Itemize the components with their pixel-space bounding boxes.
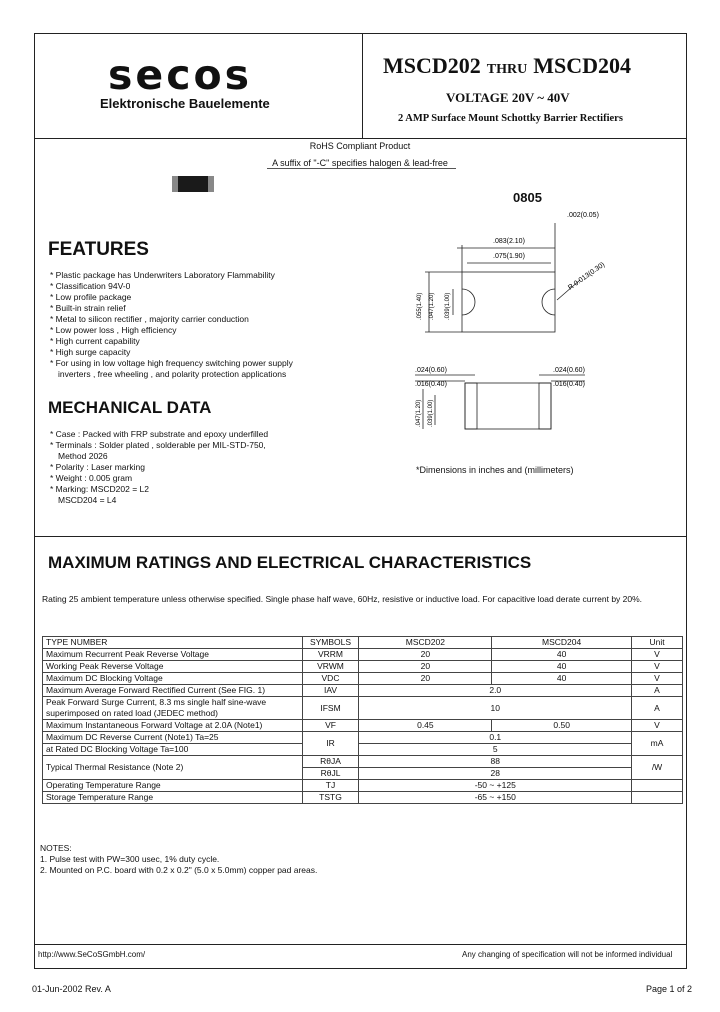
- table-cell: 10: [359, 697, 632, 720]
- note-1: 1. Pulse test with PW=300 usec, 1% duty cycle.: [40, 854, 220, 864]
- header-rule: [34, 138, 687, 139]
- footer-url[interactable]: http://www.SeCoSGmbH.com/: [38, 950, 146, 959]
- table-row: [43, 649, 683, 661]
- table-cell: Maximum Average Forward Rectified Current (See FIG. 1): [43, 685, 303, 697]
- left-notch: [462, 289, 475, 315]
- table-cell: VDC: [302, 673, 359, 685]
- table-row: [43, 661, 683, 673]
- table-cell: Maximum DC Blocking Voltage: [43, 673, 303, 685]
- table-cell: [43, 697, 303, 720]
- table-cell: A: [632, 697, 683, 720]
- table-row: [43, 685, 683, 697]
- features-heading: FEATURES: [48, 239, 149, 260]
- rohs-line-1: RoHS Compliant Product: [309, 141, 411, 151]
- dim-left-top: .024(0.60): [415, 367, 447, 374]
- footer-page: Page 1 of 2: [646, 984, 693, 994]
- table-cell: 20: [359, 661, 492, 673]
- table-row: [43, 732, 683, 744]
- table-cell: SYMBOLS: [302, 637, 359, 649]
- list-item: * Classification 94V-0: [50, 281, 360, 292]
- dim-left-bottom: .016(0.40): [415, 381, 447, 388]
- table-row: [43, 756, 683, 768]
- table-cell: -65 ~ +150: [359, 792, 632, 804]
- list-item: * High current capability: [50, 336, 360, 347]
- dim-right-bottom: .016(0.40): [553, 381, 585, 388]
- table-row: [43, 792, 683, 804]
- table-cell: 5: [359, 744, 632, 756]
- part-title: [383, 53, 631, 79]
- list-item: inverters , free wheeling , and polarity protection applications: [58, 369, 287, 379]
- list-item: * Marking: MSCD202 = L2: [50, 484, 360, 495]
- table-cell: Maximum DC Reverse Current (Note1) Ta=25: [43, 732, 303, 744]
- list-item: * For using in low voltage high frequency switching power supply: [50, 358, 360, 369]
- list-item: * High surge capacity: [50, 347, 360, 358]
- table-cell: VRWM: [302, 661, 359, 673]
- table-cell: mA: [632, 732, 683, 756]
- table-cell: RθJL: [302, 768, 359, 780]
- list-item: * Terminals : Solder plated , solderable per MIL-STD-750,: [50, 440, 360, 451]
- ratings-heading: MAXIMUM RATINGS AND ELECTRICAL CHARACTERISTICS: [48, 553, 532, 572]
- list-item: MSCD204 = L4: [58, 495, 117, 505]
- dim-inner-length: .075(1.90): [493, 253, 525, 260]
- table-cell: IFSM: [302, 697, 359, 720]
- list-item: * Case : Packed with FRP substrate and epoxy underfilled: [50, 429, 360, 440]
- rohs-underline: [267, 168, 456, 169]
- notes-block: [40, 843, 317, 876]
- table-cell: Maximum Instantaneous Forward Voltage at 2.0A (Note1): [43, 720, 303, 732]
- section-rule: [34, 536, 687, 537]
- table-cell: -50 ~ +125: [359, 780, 632, 792]
- table-cell: 0.45: [359, 720, 492, 732]
- ratings-intro: Rating 25 ambient temperature unless otherwise specified. Single phase half wave, 60Hz, resistive or inductive load. For capacitive load derate current by 20%.: [42, 594, 643, 604]
- part-from: MSCD202: [383, 53, 481, 78]
- table-row: [43, 780, 683, 792]
- table-cell: [632, 792, 683, 804]
- ratings-table: [42, 636, 683, 804]
- dim-height-outer: .055(1.40): [417, 292, 423, 320]
- note-2: 2. Mounted on P.C. board with 0.2 x 0.2" (5.0 x 5.0mm) copper pad areas.: [40, 865, 318, 875]
- dim-side-2: .039(1.00): [428, 399, 434, 427]
- table-cell: Typical Thermal Resistance (Note 2): [43, 756, 303, 780]
- table-cell: Operating Temperature Range: [43, 780, 303, 792]
- list-item: * Low profile package: [50, 292, 360, 303]
- voltage-range: VOLTAGE 20V ~ 40V: [446, 90, 570, 105]
- table-cell: IR: [302, 732, 359, 756]
- table-cell: 2.0: [359, 685, 632, 697]
- table-cell: V: [632, 649, 683, 661]
- header-divider: [362, 33, 363, 138]
- table-cell: VRRM: [302, 649, 359, 661]
- part-to: MSCD204: [533, 53, 632, 78]
- list-item: * Low power loss , High efficiency: [50, 325, 360, 336]
- list-item: * Built-in strain relief: [50, 303, 360, 314]
- table-cell: Maximum Recurrent Peak Reverse Voltage: [43, 649, 303, 661]
- dim-height-mid: .047(1.20): [429, 292, 435, 320]
- table-cell: TSTG: [302, 792, 359, 804]
- footer-date: 01-Jun-2002 Rev. A: [32, 984, 111, 994]
- table-cell: IAV: [302, 685, 359, 697]
- table-cell: /W: [632, 756, 683, 780]
- table-row: [43, 673, 683, 685]
- table-cell: Storage Temperature Range: [43, 792, 303, 804]
- table-cell: 40: [492, 673, 632, 685]
- dim-outer-length: .083(2.10): [493, 238, 525, 245]
- thru-label: THRU: [486, 62, 528, 77]
- table-cell: 0.1: [359, 732, 632, 744]
- dim-side-1: .047(1.20): [416, 399, 422, 427]
- row-label: superimposed on rated load (JEDEC method): [46, 708, 218, 718]
- table-cell: V: [632, 673, 683, 685]
- table-cell: 28: [359, 768, 632, 780]
- table-cell: MSCD202: [359, 637, 492, 649]
- table-cell: RθJA: [302, 756, 359, 768]
- chip-photo: [172, 176, 214, 192]
- table-cell: 20: [359, 673, 492, 685]
- table-row: [43, 697, 683, 720]
- features-list: [50, 270, 360, 380]
- company-subtitle: Elektronische Bauelemente: [100, 96, 270, 111]
- table-row: [43, 720, 683, 732]
- footer-disclaimer: Any changing of specification will not be informed individual: [462, 950, 673, 959]
- table-cell: TJ: [302, 780, 359, 792]
- table-cell: 40: [492, 649, 632, 661]
- dim-radius: R 0.013(0.30): [567, 261, 607, 292]
- package-outline-drawing: [405, 205, 635, 450]
- mechanical-heading: MECHANICAL DATA: [48, 398, 212, 417]
- row-label: Peak Forward Surge Current, 8.3 ms single half sine-wave: [46, 697, 267, 707]
- table-cell: 0.50: [492, 720, 632, 732]
- rohs-line-2: A suffix of "-C" specifies halogen & lead-free: [272, 158, 448, 168]
- dimensions-note: *Dimensions in inches and (millimeters): [416, 465, 574, 475]
- package-name: 0805: [513, 190, 542, 205]
- table-row: [43, 744, 683, 756]
- table-cell: 20: [359, 649, 492, 661]
- notes-title: NOTES:: [40, 843, 72, 853]
- table-cell: Unit: [632, 637, 683, 649]
- list-item: * Weight : 0.005 gram: [50, 473, 360, 484]
- table-cell: 88: [359, 756, 632, 768]
- mechanical-list: [50, 429, 360, 506]
- list-item: Method 2026: [58, 451, 108, 461]
- table-cell: A: [632, 685, 683, 697]
- dim-top-gap: .002(0.05): [567, 212, 599, 219]
- table-cell: at Rated DC Blocking Voltage Ta=100: [43, 744, 303, 756]
- table-cell: V: [632, 661, 683, 673]
- table-cell: VF: [302, 720, 359, 732]
- table-cell: Working Peak Reverse Voltage: [43, 661, 303, 673]
- table-cell: V: [632, 720, 683, 732]
- table-cell: TYPE NUMBER: [43, 637, 303, 649]
- table-cell: MSCD204: [492, 637, 632, 649]
- list-item: * Metal to silicon rectifier , majority carrier conduction: [50, 314, 360, 325]
- list-item: * Plastic package has Underwriters Laboratory Flammability: [50, 270, 360, 281]
- dim-height-inner: .039(1.00): [445, 292, 451, 320]
- dim-right-top: .024(0.60): [553, 367, 585, 374]
- footer-rule: [34, 944, 687, 945]
- table-cell: 40: [492, 661, 632, 673]
- right-notch: [542, 289, 555, 315]
- table-header-row: [43, 637, 683, 649]
- table-cell: [632, 780, 683, 792]
- company-logo: secos: [108, 51, 253, 99]
- pad-outline: [462, 272, 555, 332]
- product-description: 2 AMP Surface Mount Schottky Barrier Rectifiers: [398, 113, 623, 124]
- list-item: * Polarity : Laser marking: [50, 462, 360, 473]
